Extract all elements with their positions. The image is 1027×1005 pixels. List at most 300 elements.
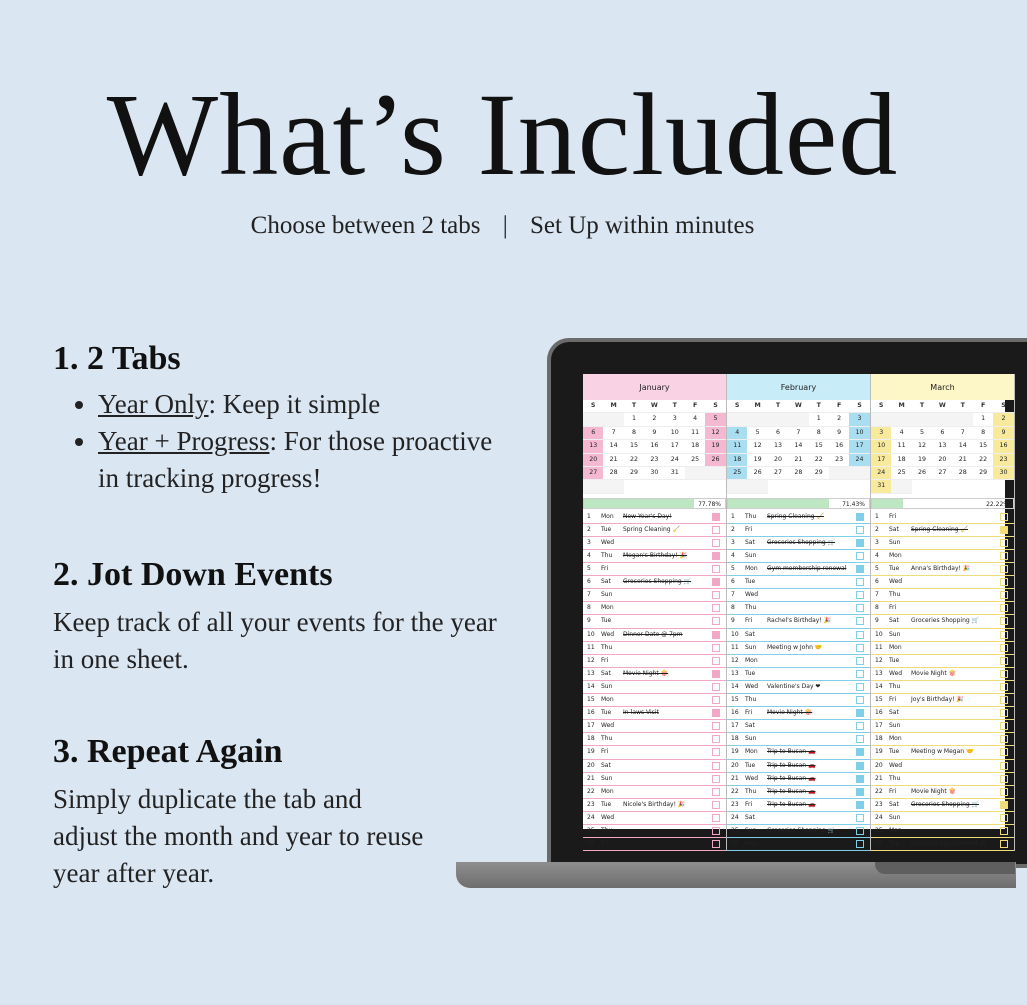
event-checkbox[interactable] — [856, 552, 864, 560]
event-checkbox[interactable] — [712, 631, 720, 639]
progress-bar — [871, 498, 1014, 509]
event-checkbox[interactable] — [712, 617, 720, 625]
calendar-day — [768, 413, 788, 426]
day-name: Thu — [889, 682, 901, 690]
calendar-day: 11 — [727, 440, 747, 453]
event-row — [583, 589, 726, 602]
event-text — [911, 733, 1000, 745]
event-checkbox[interactable] — [1000, 814, 1008, 822]
day-number: 16 — [731, 709, 739, 717]
event-checkbox[interactable] — [856, 683, 864, 691]
event-text: Anna's Birthday! 🎉 — [911, 565, 971, 573]
event-checkbox[interactable] — [1000, 762, 1008, 770]
event-checkbox[interactable] — [856, 670, 864, 678]
day-number: 19 — [875, 748, 883, 756]
event-checkbox[interactable] — [712, 788, 720, 796]
event-checkbox[interactable] — [712, 762, 720, 770]
calendar-day: 3 — [665, 413, 685, 426]
event-row — [583, 615, 726, 628]
event-checkbox[interactable] — [1000, 827, 1008, 835]
event-row — [871, 511, 1014, 524]
event-checkbox[interactable] — [856, 657, 864, 665]
calendar-day: 4 — [891, 427, 911, 440]
day-number: 16 — [587, 709, 595, 717]
event-checkbox[interactable] — [856, 775, 864, 783]
calendar-day: 15 — [624, 440, 644, 453]
event-checkbox[interactable] — [1000, 775, 1008, 783]
day-number: 16 — [875, 709, 883, 717]
event-checkbox[interactable] — [1000, 788, 1008, 796]
day-number: 17 — [587, 722, 595, 730]
day-name: Mon — [601, 512, 614, 520]
calendar-day: 15 — [809, 440, 829, 453]
calendar-day: 17 — [849, 440, 869, 453]
event-checkbox[interactable] — [1000, 604, 1008, 612]
calendar-day: 26 — [705, 454, 725, 467]
event-checkbox[interactable] — [1000, 539, 1008, 547]
event-text — [767, 629, 856, 641]
event-row — [871, 707, 1014, 720]
day-name: Fri — [745, 800, 753, 808]
day-name: Sat — [601, 761, 611, 769]
day-name: Fri — [601, 840, 609, 848]
event-list — [871, 511, 1014, 851]
day-number: 10 — [731, 630, 739, 638]
day-number: 19 — [731, 748, 739, 756]
day-number: 10 — [875, 630, 883, 638]
event-checkbox[interactable] — [856, 814, 864, 822]
event-checkbox[interactable] — [1000, 526, 1008, 534]
day-name: Wed — [889, 578, 903, 586]
event-row — [727, 799, 870, 812]
calendar-day: 23 — [644, 454, 664, 467]
day-name: Tue — [745, 578, 756, 586]
day-number: 24 — [875, 813, 883, 821]
day-number: 6 — [587, 578, 591, 586]
day-number: 23 — [587, 800, 595, 808]
day-name: Sat — [745, 538, 755, 546]
day-number: 22 — [587, 787, 595, 795]
event-row — [583, 550, 726, 563]
event-checkbox[interactable] — [1000, 513, 1008, 521]
event-text: Nicole's Birthday! 🎉 — [623, 800, 686, 808]
event-row — [583, 786, 726, 799]
event-checkbox[interactable] — [712, 644, 720, 652]
section-text: Simply duplicate the tab and adjust the month and year to reuse year after year. — [53, 784, 424, 888]
day-number: 26 — [731, 840, 739, 848]
weekday-label: T — [809, 400, 829, 413]
event-text: New Year's Day! — [623, 512, 672, 520]
day-number: 6 — [731, 578, 735, 586]
event-checkbox[interactable] — [856, 513, 864, 521]
day-name: Thu — [889, 774, 901, 782]
day-number: 14 — [731, 682, 739, 690]
event-text: Valentine's Day ❤ — [767, 682, 821, 690]
event-row — [871, 694, 1014, 707]
event-text — [911, 681, 1000, 693]
month-march — [871, 374, 1015, 851]
calendar-day — [685, 467, 705, 480]
weekday-label: S — [993, 400, 1013, 413]
event-checkbox[interactable] — [712, 814, 720, 822]
event-checkbox[interactable] — [856, 526, 864, 534]
day-name: Mon — [889, 552, 902, 560]
calendar-day: 22 — [624, 454, 644, 467]
day-number: 25 — [875, 826, 883, 834]
event-text — [911, 629, 1000, 641]
day-number: 1 — [731, 512, 735, 520]
day-number: 21 — [731, 774, 739, 782]
day-name: Thu — [601, 643, 613, 651]
day-number: 25 — [731, 826, 739, 834]
weekday-label: M — [603, 400, 623, 413]
event-checkbox[interactable] — [856, 709, 864, 717]
day-name: Sun — [601, 591, 613, 599]
calendar-day: 17 — [871, 454, 891, 467]
spreadsheet-preview — [583, 374, 1009, 848]
day-name: Wed — [745, 591, 759, 599]
calendar-day: 13 — [583, 440, 603, 453]
event-checkbox[interactable] — [712, 827, 720, 835]
day-name: Sat — [745, 722, 755, 730]
event-checkbox[interactable] — [1000, 709, 1008, 717]
day-name: Sun — [601, 774, 613, 782]
day-name: Fri — [889, 787, 897, 795]
event-checkbox[interactable] — [1000, 670, 1008, 678]
day-name: Mon — [889, 826, 902, 834]
weekday-label: T — [624, 400, 644, 413]
event-checkbox[interactable] — [1000, 748, 1008, 756]
day-number: 4 — [731, 552, 735, 560]
day-number: 18 — [875, 735, 883, 743]
event-row — [727, 694, 870, 707]
calendar-day: 22 — [973, 454, 993, 467]
event-checkbox[interactable] — [1000, 631, 1008, 639]
event-checkbox[interactable] — [856, 827, 864, 835]
event-checkbox[interactable] — [856, 696, 864, 704]
bullet-year-only — [98, 386, 503, 423]
calendar-day: 27 — [583, 467, 603, 480]
event-text — [911, 537, 1000, 549]
event-row — [583, 799, 726, 812]
day-name: Mon — [745, 656, 758, 664]
event-checkbox[interactable] — [856, 539, 864, 547]
calendar-day: 18 — [891, 454, 911, 467]
event-checkbox[interactable] — [712, 801, 720, 809]
event-row — [871, 681, 1014, 694]
day-number: 1 — [875, 512, 879, 520]
day-name: Wed — [745, 682, 759, 690]
event-checkbox[interactable] — [712, 735, 720, 743]
event-text — [767, 838, 856, 850]
day-name: Tue — [745, 669, 756, 677]
event-checkbox[interactable] — [712, 539, 720, 547]
calendar-day: 9 — [993, 427, 1013, 440]
event-row — [871, 838, 1014, 851]
event-checkbox[interactable] — [856, 617, 864, 625]
day-number: 21 — [587, 774, 595, 782]
calendar-day — [891, 413, 911, 426]
day-name: Mon — [601, 696, 614, 704]
event-checkbox[interactable] — [712, 683, 720, 691]
weekday-label: T — [912, 400, 932, 413]
event-checkbox[interactable] — [856, 762, 864, 770]
bullet-label: Year + Progress — [98, 426, 270, 456]
day-number: 21 — [875, 774, 883, 782]
day-name: Tue — [889, 656, 900, 664]
calendar-day: 27 — [932, 467, 952, 480]
event-text — [911, 602, 1000, 614]
section-heading: 1. 2 Tabs — [53, 340, 181, 377]
tabs-list — [53, 386, 503, 497]
calendar-day — [953, 413, 973, 426]
event-row — [871, 773, 1014, 786]
weekday-label: S — [583, 400, 603, 413]
event-text — [911, 812, 1000, 824]
event-row — [871, 668, 1014, 681]
event-text: Groceries Shopping 🛒 — [767, 826, 836, 834]
event-checkbox[interactable] — [712, 526, 720, 534]
event-checkbox[interactable] — [856, 788, 864, 796]
day-number: 5 — [587, 565, 591, 573]
progress-fill — [728, 499, 829, 508]
event-text — [767, 589, 856, 601]
event-row — [871, 760, 1014, 773]
calendar-day: 12 — [912, 440, 932, 453]
calendar-day: 10 — [849, 427, 869, 440]
month-january — [583, 374, 727, 851]
event-checkbox[interactable] — [856, 644, 864, 652]
event-checkbox[interactable] — [856, 722, 864, 730]
event-checkbox[interactable] — [856, 801, 864, 809]
event-row — [871, 720, 1014, 733]
day-name: Sun — [745, 552, 757, 560]
month-name: March — [871, 374, 1014, 400]
event-text — [623, 681, 712, 693]
event-checkbox[interactable] — [712, 748, 720, 756]
weekday-label: F — [829, 400, 849, 413]
day-number: 3 — [731, 538, 735, 546]
day-name: Thu — [745, 696, 757, 704]
event-text — [623, 838, 712, 850]
month-columns — [583, 374, 1015, 851]
event-checkbox[interactable] — [712, 513, 720, 521]
event-row — [871, 746, 1014, 759]
day-name: Fri — [889, 604, 897, 612]
event-row — [583, 720, 726, 733]
event-checkbox[interactable] — [1000, 617, 1008, 625]
event-list — [727, 511, 870, 851]
weekday-label: T — [768, 400, 788, 413]
day-name: Tue — [889, 565, 900, 573]
calendar-day — [871, 413, 891, 426]
calendar-day: 16 — [993, 440, 1013, 453]
calendar-day: 11 — [891, 440, 911, 453]
event-checkbox[interactable] — [1000, 591, 1008, 599]
day-name: Sat — [889, 709, 899, 717]
event-checkbox[interactable] — [856, 840, 864, 848]
day-name: Thu — [745, 512, 757, 520]
bullet-label: Year Only — [98, 389, 209, 419]
calendar-day: 28 — [788, 467, 808, 480]
calendar-day: 8 — [624, 427, 644, 440]
weekday-label: W — [932, 400, 952, 413]
event-checkbox[interactable] — [712, 565, 720, 573]
event-checkbox[interactable] — [1000, 722, 1008, 730]
event-row — [727, 733, 870, 746]
calendar-day: 5 — [705, 413, 725, 426]
event-text — [623, 786, 712, 798]
day-number: 13 — [587, 669, 595, 677]
event-checkbox[interactable] — [712, 840, 720, 848]
day-name: Sun — [889, 630, 901, 638]
event-row — [871, 537, 1014, 550]
day-number: 12 — [731, 656, 739, 664]
event-checkbox[interactable] — [712, 670, 720, 678]
event-row — [871, 602, 1014, 615]
event-checkbox[interactable] — [1000, 735, 1008, 743]
day-name: Fri — [601, 656, 609, 664]
event-checkbox[interactable] — [712, 591, 720, 599]
calendar-day: 20 — [583, 454, 603, 467]
calendar-day — [932, 413, 952, 426]
mini-calendar — [583, 400, 726, 494]
calendar-day: 10 — [665, 427, 685, 440]
day-name: Tue — [601, 800, 612, 808]
day-number: 20 — [587, 761, 595, 769]
calendar-day: 4 — [685, 413, 705, 426]
calendar-day — [747, 480, 767, 493]
event-checkbox[interactable] — [856, 565, 864, 573]
event-text — [767, 668, 856, 680]
event-row — [727, 629, 870, 642]
event-checkbox[interactable] — [856, 604, 864, 612]
calendar-day: 30 — [993, 467, 1013, 480]
calendar-day: 4 — [727, 427, 747, 440]
weekday-label: F — [973, 400, 993, 413]
day-number: 9 — [731, 617, 735, 625]
event-row — [583, 838, 726, 851]
event-checkbox[interactable] — [712, 722, 720, 730]
month-february — [727, 374, 871, 851]
event-checkbox[interactable] — [856, 748, 864, 756]
day-name: Sat — [601, 669, 611, 677]
event-checkbox[interactable] — [1000, 683, 1008, 691]
calendar-day: 26 — [747, 467, 767, 480]
progress-label: 77.78% — [698, 500, 721, 508]
day-number: 10 — [587, 630, 595, 638]
calendar-day: 28 — [603, 467, 623, 480]
event-checkbox[interactable] — [856, 631, 864, 639]
calendar-day: 21 — [603, 454, 623, 467]
event-checkbox[interactable] — [1000, 696, 1008, 704]
calendar-day: 14 — [953, 440, 973, 453]
event-checkbox[interactable] — [1000, 578, 1008, 586]
event-row — [583, 746, 726, 759]
day-number: 18 — [587, 735, 595, 743]
event-text — [623, 760, 712, 772]
day-number: 14 — [587, 682, 595, 690]
progress-bar — [727, 498, 870, 509]
calendar-day: 22 — [809, 454, 829, 467]
weekday-label: T — [953, 400, 973, 413]
event-checkbox[interactable] — [856, 578, 864, 586]
day-number: 5 — [875, 565, 879, 573]
event-checkbox[interactable] — [1000, 801, 1008, 809]
event-checkbox[interactable] — [856, 735, 864, 743]
day-number: 22 — [875, 787, 883, 795]
weekday-label: T — [665, 400, 685, 413]
event-text — [623, 563, 712, 575]
event-text — [623, 746, 712, 758]
calendar-day: 12 — [705, 427, 725, 440]
event-checkbox[interactable] — [712, 709, 720, 717]
event-row — [583, 668, 726, 681]
day-number: 3 — [875, 538, 879, 546]
day-name: Sun — [889, 722, 901, 730]
bullet-year-progress — [98, 423, 503, 497]
event-row — [871, 825, 1014, 838]
day-name: Fri — [889, 696, 897, 704]
calendar-day — [727, 480, 747, 493]
calendar-day: 16 — [829, 440, 849, 453]
event-checkbox[interactable] — [1000, 565, 1008, 573]
event-text: Spring Cleaning 🧹 — [623, 525, 680, 533]
progress-label: 22.22% — [986, 500, 1009, 508]
event-text — [767, 602, 856, 614]
event-checkbox[interactable] — [712, 696, 720, 704]
day-name: Tue — [601, 617, 612, 625]
day-number: 12 — [587, 656, 595, 664]
day-number: 25 — [587, 826, 595, 834]
event-row — [871, 550, 1014, 563]
calendar-day: 20 — [768, 454, 788, 467]
event-row — [727, 720, 870, 733]
day-name: Wed — [745, 774, 759, 782]
event-text: Groceries Shopping 🛒 — [623, 578, 692, 586]
weekday-label: M — [747, 400, 767, 413]
event-checkbox[interactable] — [1000, 657, 1008, 665]
event-checkbox[interactable] — [1000, 644, 1008, 652]
day-number: 4 — [587, 552, 591, 560]
event-checkbox[interactable] — [712, 604, 720, 612]
calendar-day: 7 — [788, 427, 808, 440]
event-checkbox[interactable] — [1000, 840, 1008, 848]
day-name: Fri — [601, 748, 609, 756]
bullet-text: : For those proactive in tracking progress! — [98, 426, 493, 493]
day-name: Wed — [889, 761, 903, 769]
event-checkbox[interactable] — [712, 775, 720, 783]
event-checkbox[interactable] — [712, 578, 720, 586]
event-text — [623, 773, 712, 785]
event-checkbox[interactable] — [1000, 552, 1008, 560]
event-checkbox[interactable] — [712, 552, 720, 560]
day-name: Thu — [889, 591, 901, 599]
calendar-day: 19 — [705, 440, 725, 453]
calendar-day — [583, 480, 603, 493]
event-checkbox[interactable] — [712, 657, 720, 665]
event-checkbox[interactable] — [856, 591, 864, 599]
event-text: Movie Night 🍿 — [911, 787, 957, 795]
event-row — [727, 511, 870, 524]
calendar-day: 23 — [829, 454, 849, 467]
event-row — [583, 511, 726, 524]
day-name: Thu — [601, 552, 613, 560]
event-row — [871, 563, 1014, 576]
calendar-day: 2 — [644, 413, 664, 426]
day-number: 2 — [731, 525, 735, 533]
day-number: 7 — [731, 591, 735, 599]
